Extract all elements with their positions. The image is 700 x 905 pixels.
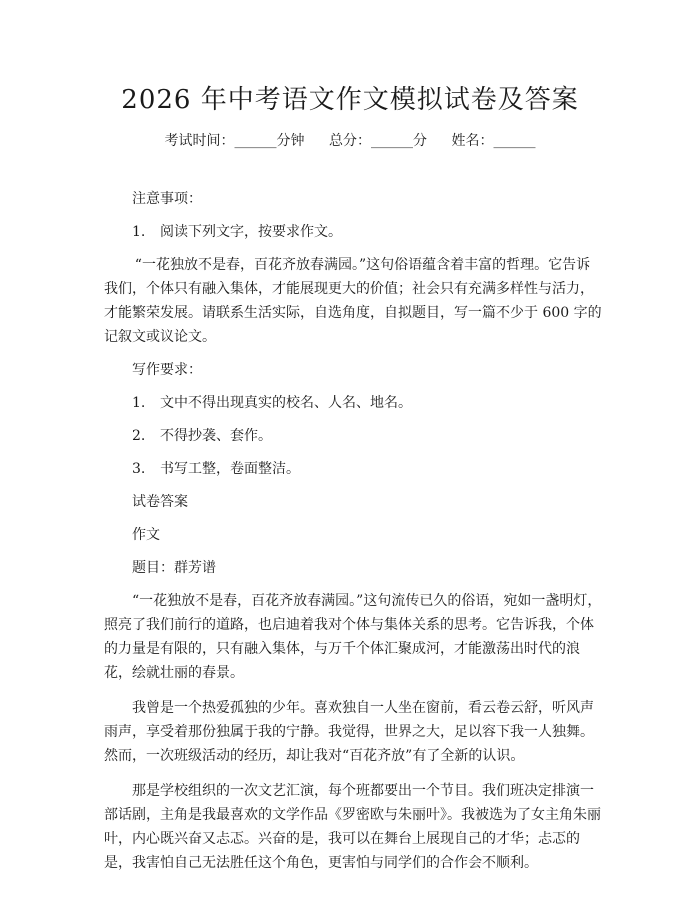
instruction-text: 阅读下列文字，按要求作文。 bbox=[160, 224, 342, 240]
essay-heading: 作文 bbox=[132, 527, 160, 543]
requirement-item bbox=[104, 391, 604, 415]
document-title: 2026 年中考语文作文模拟试卷及答案 bbox=[121, 85, 579, 115]
requirement-text: 不得抄袭、套作。 bbox=[160, 428, 272, 444]
requirement-item bbox=[104, 424, 604, 448]
requirement-number: 3. bbox=[132, 461, 146, 477]
writing-prompt: “一花独放不是春，百花齐放春满园。”这句俗语蕴含着丰富的哲理。它告诉我们，个体只有融入集体，才能展现更大的价值；社会只有充满多样性与活力，才能繁荣发展。请联系生活实际，自选角度，自拟题目，写一篇不少于 600 字的记叙文或议论文。 bbox=[104, 257, 602, 345]
requirement-text: 文中不得出现真实的校名、人名、地名。 bbox=[160, 395, 412, 411]
total-score-field: 总分：______分 bbox=[329, 133, 427, 149]
student-name-field: 姓名：______ bbox=[451, 133, 536, 149]
document-body bbox=[104, 187, 604, 886]
exam-meta-line bbox=[0, 130, 700, 152]
essay-paragraph: 那是学校组织的一次文艺汇演，每个班都要出一个节目。我们班决定排演一部话剧，主角是我最喜欢的文学作品《罗密欧与朱丽叶》。我被选为了女主角朱丽叶，内心既兴奋又忐忑。兴奋的是，我可以在舞台上展现自己的才华；忐忑的是，我害怕自己无法胜任这个角色，更害怕与同学们的合作会不顺利。 bbox=[104, 783, 601, 871]
instruction-line bbox=[104, 220, 604, 244]
requirement-item bbox=[104, 457, 604, 481]
notice-heading: 注意事项： bbox=[132, 191, 202, 207]
requirement-number: 2. bbox=[132, 428, 146, 444]
instruction-number: 1. bbox=[132, 224, 146, 240]
exam-time-field: 考试时间：______分钟 bbox=[164, 133, 305, 149]
essay-title: 题目：群芳谱 bbox=[132, 560, 216, 576]
essay-paragraph: 我曾是一个热爱孤独的少年。喜欢独自一人坐在窗前，看云卷云舒，听风声雨声，享受着那份独属于我的宁静。我觉得，世界之大，足以容下我一人独舞。然而，一次班级活动的经历，却让我对“百花齐放”有了全新的认识。 bbox=[104, 700, 594, 764]
answer-heading: 试卷答案 bbox=[132, 494, 188, 510]
essay-text bbox=[104, 589, 604, 875]
essay-paragraph: “一花独放不是春，百花齐放春满园。”这句流传已久的俗语，宛如一盏明灯，照亮了我们前行的道路，也启迪着我对个体与集体关系的思考。它告诉我，个体的力量是有限的，只有融入集体，与万千个体汇聚成河，才能激荡出时代的浪花，绘就壮丽的春景。 bbox=[104, 593, 602, 681]
requirement-text: 书写工整，卷面整洁。 bbox=[160, 461, 300, 477]
requirement-number: 1. bbox=[132, 395, 146, 411]
requirements-heading: 写作要求： bbox=[132, 362, 202, 378]
